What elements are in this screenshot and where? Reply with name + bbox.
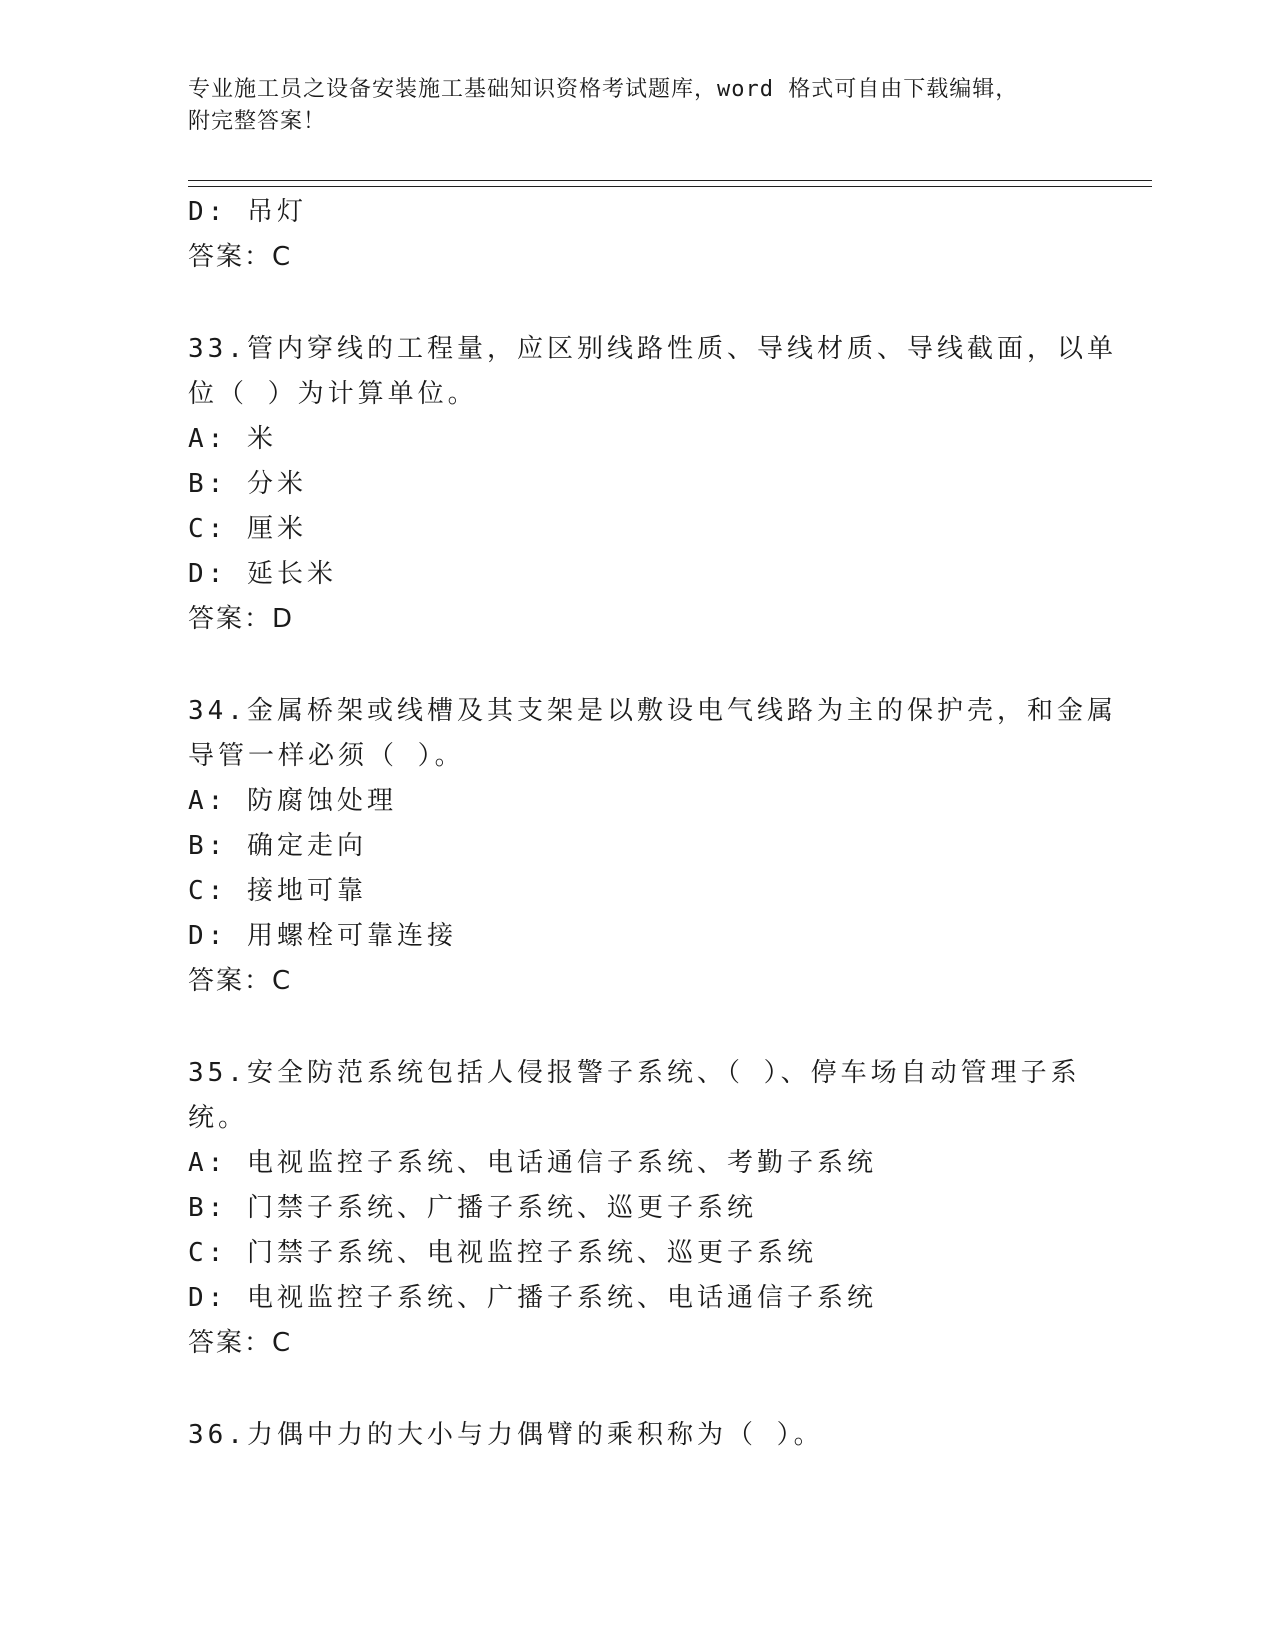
question-33 <box>188 327 1117 642</box>
option-d: D: 延长米 <box>188 559 337 589</box>
header-line-1: 专业施工员之设备安装施工基础知识资格考试题库，word 格式可自由下载编辑， <box>188 77 1019 102</box>
option-b: B: 确定走向 <box>188 831 367 861</box>
option-d: D: 用螺栓可靠连接 <box>188 921 457 951</box>
question-stem: 36.力偶中力的大小与力偶臂的乘积称为（ ）。 <box>188 1420 824 1450</box>
option-a: A: 米 <box>188 424 277 454</box>
option-c: C: 门禁子系统、电视监控子系统、巡更子系统 <box>188 1238 817 1268</box>
answer: 答案：C <box>188 966 293 996</box>
option-a: A: 防腐蚀处理 <box>188 786 397 816</box>
question-stem: 34.金属桥架或线槽及其支架是以敷设电气线路为主的保护壳，和金属 <box>188 696 1117 726</box>
option-b: B: 分米 <box>188 469 307 499</box>
question-content <box>188 190 1117 1458</box>
header-divider <box>188 180 1152 187</box>
answer: 答案：C <box>188 1328 293 1358</box>
option-d-previous: D: 吊灯 <box>188 197 307 227</box>
question-stem: 35.安全防范系统包括人侵报警子系统、（ ）、停车场自动管理子系 <box>188 1058 1081 1088</box>
option-c: C: 接地可靠 <box>188 876 367 906</box>
document-header <box>188 74 1088 138</box>
option-c: C: 厘米 <box>188 514 307 544</box>
option-a: A: 电视监控子系统、电话通信子系统、考勤子系统 <box>188 1148 877 1178</box>
question-stem: 位（ ）为计算单位。 <box>188 379 478 409</box>
question-stem: 33.管内穿线的工程量，应区别线路性质、导线材质、导线截面，以单 <box>188 334 1117 364</box>
answer-previous: 答案：C <box>188 242 293 272</box>
question-35 <box>188 1051 1088 1366</box>
question-stem: 导管一样必须（ ）。 <box>188 741 465 771</box>
question-36 <box>188 1413 1088 1458</box>
header-line-2: 附完整答案！ <box>188 109 327 134</box>
question-34 <box>188 689 1117 1004</box>
question-stem: 统。 <box>188 1103 249 1133</box>
option-b: B: 门禁子系统、广播子系统、巡更子系统 <box>188 1193 757 1223</box>
option-d: D: 电视监控子系统、广播子系统、电话通信子系统 <box>188 1283 877 1313</box>
answer: 答案：D <box>188 604 295 634</box>
